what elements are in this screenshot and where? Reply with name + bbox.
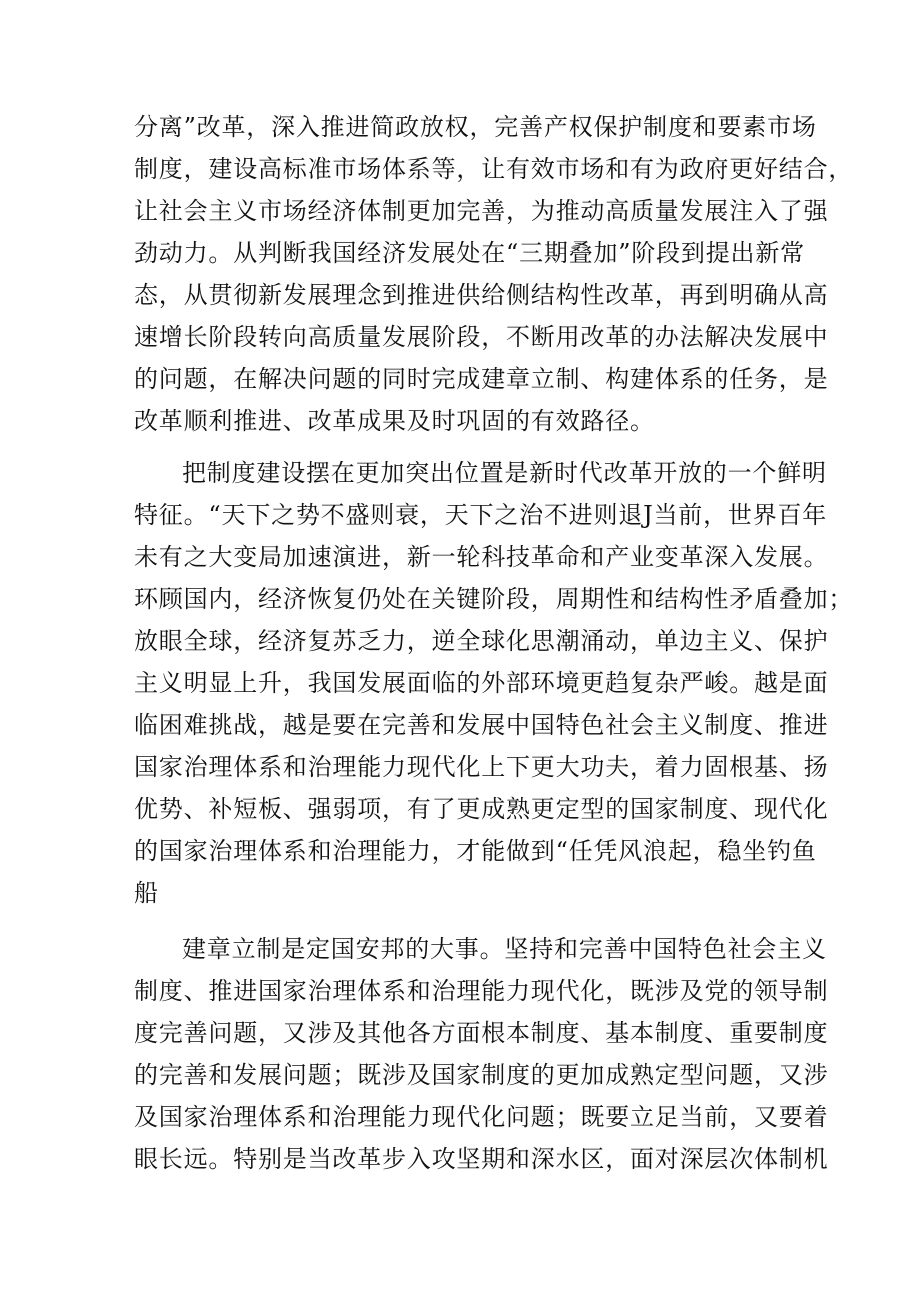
paragraph-2-line: 船 — [134, 879, 159, 907]
paragraph-2-line: 把制度建设摆在更加突出位置是新时代改革开放的一个鲜明 — [182, 459, 827, 487]
paragraph-2-line: 特征。“天下之势不盛则衰，天下之治不进则退J当前，世界百年 — [134, 501, 828, 529]
paragraph-2-line: 放眼全球，经济复苏乏力，逆全球化思潮涌动，单边主义、保护 — [134, 627, 829, 655]
paragraph-2 — [134, 452, 854, 914]
paragraph-3-line: 的完善和发展问题；既涉及国家制度的更加成熟定型问题，又涉 — [134, 1061, 829, 1089]
paragraph-3-line: 建章立制是定国安邦的大事。坚持和完善中国特色社会主义 — [182, 935, 827, 963]
paragraph-1 — [134, 106, 854, 442]
paragraph-3-line: 度完善问题，又涉及其他各方面根本制度、基本制度、重要制度 — [134, 1019, 829, 1047]
paragraph-1-line: 劲动力。从判断我国经济发展处在“三期叠加”阶段到提出新常 — [134, 239, 805, 267]
paragraph-2-line: 未有之大变局加速演进，新一轮科技革命和产业变革深入发展。 — [134, 543, 829, 571]
paragraph-2-line: 优势、补短板、强弱项，有了更成熟更定型的国家制度、现代化 — [134, 795, 829, 823]
paragraph-1-line: 改革顺利推进、改革成果及时巩固的有效路径。 — [134, 407, 655, 435]
paragraph-3-line: 制度、推进国家治理体系和治理能力现代化，既涉及党的领导制 — [134, 977, 829, 1005]
paragraph-1-line: 态，从贯彻新发展理念到推进供给侧结构性改革，再到明确从高 — [134, 281, 829, 309]
paragraph-1-line: 速增长阶段转向高质量发展阶段，不断用改革的办法解决发展中 — [134, 323, 829, 351]
paragraph-2-line: 的国家治理体系和治理能力，才能做到“任凭风浪起，稳坐钓鱼 — [134, 837, 817, 865]
paragraph-1-line: 的问题，在解决问题的同时完成建章立制、构建体系的任务，是 — [134, 365, 829, 393]
paragraph-1-line: 制度，建设高标准市场体系等，让有效市场和有为政府更好结合， — [134, 155, 854, 183]
paragraph-3-line: 眼长远。特别是当改革步入攻坚期和深水区，面对深层次体制机 — [134, 1145, 829, 1173]
paragraph-1-line: 让社会主义市场经济体制更加完善，为推动高质量发展注入了强 — [134, 197, 829, 225]
paragraph-2-line: 国家治理体系和治理能力现代化上下更大功夫，着力固根基、扬 — [134, 753, 829, 781]
paragraph-3-line: 及国家治理体系和治理能力现代化问题；既要立足当前，又要着 — [134, 1103, 829, 1131]
paragraph-2-line: 环顾国内，经济恢复仍处在关键阶段，周期性和结构性矛盾叠加； — [134, 585, 854, 613]
paragraph-2-line: 临困难挑战，越是要在完善和发展中国特色社会主义制度、推进 — [134, 711, 829, 739]
paragraph-2-line: 主义明显上升，我国发展面临的外部环境更趋复杂严峻。越是面 — [134, 669, 829, 697]
paragraph-3 — [134, 928, 829, 1180]
paragraph-1-line: 分离”改革，深入推进简政放权，完善产权保护制度和要素市场 — [134, 113, 817, 141]
